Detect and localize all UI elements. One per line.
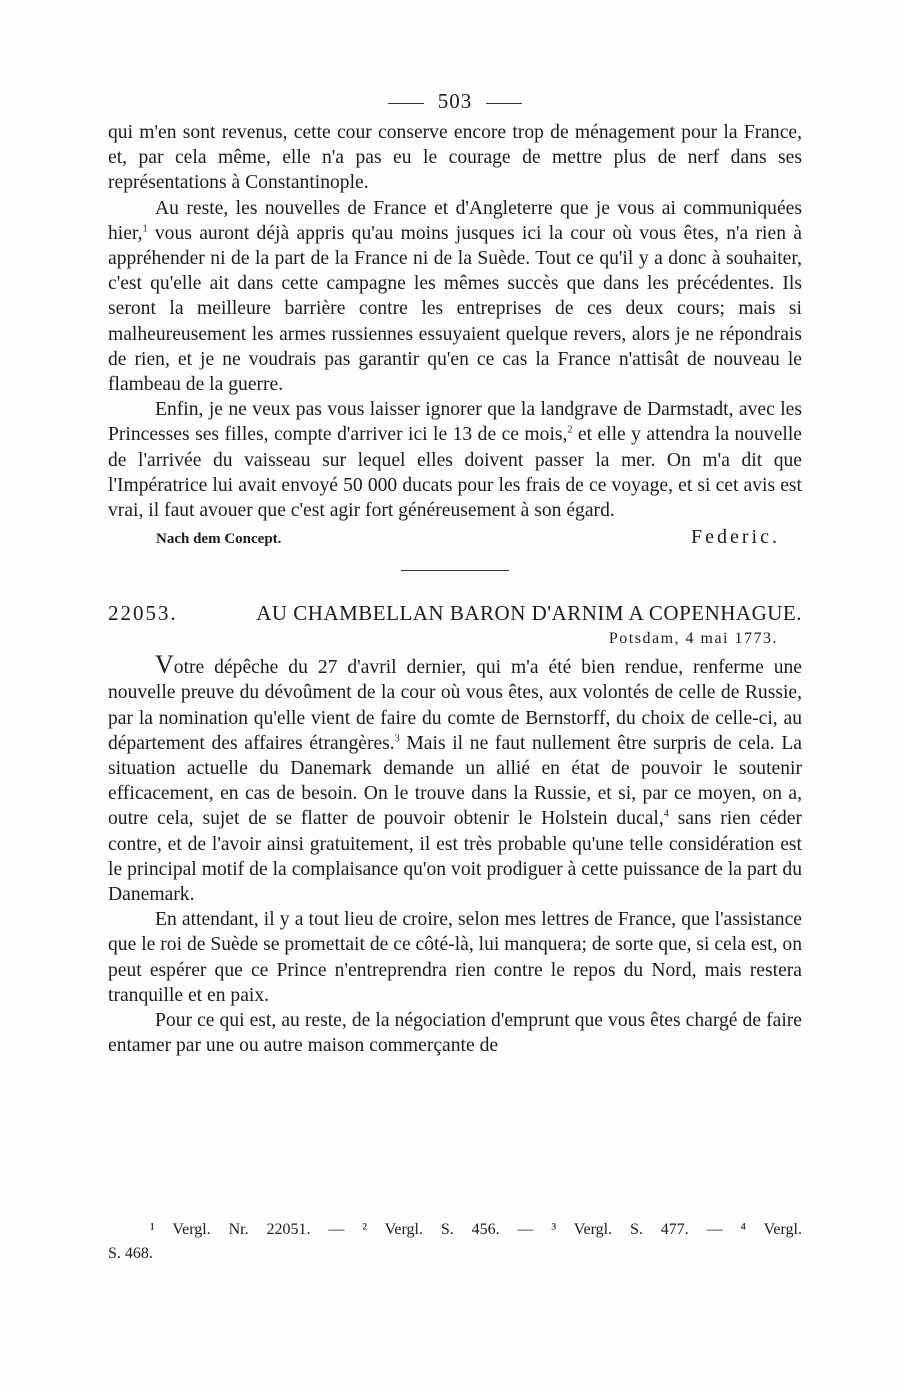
text-run: Enfin, je ne veux pas vous laisser ignorer que la landgrave de Darmstadt, avec les Princesses ses filles, compte d'arriver ici le 13 de ce mois, — [108, 399, 802, 446]
footnote-ref: 4 — [663, 808, 669, 820]
letter-heading — [108, 601, 802, 626]
dateline: Potsdam, 4 mai 1773. — [608, 630, 778, 648]
text-run: et elle y attendra la nouvelle de l'arrivée du vaisseau sur lequel elles doivent passer la mer. On m'a dit que l'Impératrice lui avait envoyé 50 000 ducats pour les frais de ce voyage, et si cet avis est vrai, il faut avouer que c'est agir fort généreusement à son égard. — [108, 424, 802, 522]
header-dash-right — [486, 103, 522, 104]
text-run: Au reste, les nouvelles de France et d'Angleterre que je vous ai communiquées hier, — [108, 197, 802, 244]
paragraph-continuation: qui m'en sont revenus, cette cour conserve encore trop de ménagement pour la France, et, par cela même, elle n'a pas eu le courage de mettre plus de nerf dans ses représentations à Constantinople. — [108, 122, 802, 194]
page-body — [108, 82, 802, 1059]
footnote-ref: 2 — [567, 424, 573, 436]
text-run: vous auront déjà appris qu'au moins jusques ici la cour où vous êtes, n'a rien à appréhender ni de la part de la France ni de la Suède. Tout ce qu'il y a donc à souhaiter, c'est qu'elle ait dans cette campagne les mêmes succès que dans les précédentes. Ils seront la meilleure barrière contre les entreprises de ces deux cours; mais si malheureusement les armes russiennes essuyaient quelque revers, alors je ne répondrais de rien, et je ne voudrais pas garantir qu'en ce cas la France n'attisât de nouveau le flambeau de la guerre. — [108, 222, 802, 396]
signature: Federic. — [691, 526, 780, 549]
signature-line — [108, 526, 802, 552]
header-dash-left — [388, 103, 424, 104]
footnote-line: ¹ Vergl. Nr. 22051. — ² Vergl. S. 456. — ³ Vergl. S. 477. — ⁴ Vergl. — [150, 1221, 802, 1238]
paragraph-en-attendant: En attendant, il y a tout lieu de croire, selon mes lettres de France, que l'assistance que le roi de Suède se promettait de ce côté-là, lui manquera; de sorte que, si cela est, on peut espérer que ce Prince n'entreprendra rien contre le repos du Nord, mais restera tranquille et en paix. — [108, 909, 802, 1006]
text-run: Mais il ne faut nullement être surpris de cela. La situation actuelle du Danemark demande un allié en état de pouvoir le soutenir efficacement, en cas de besoin. On le trouve dans la Russie, et si, par ce moyen, on a, outre cela, sujet de se flatter de pouvoir obtenir le Holstein ducal, — [108, 732, 803, 830]
footnote-ref: 3 — [394, 733, 400, 745]
footnotes — [108, 1218, 802, 1266]
letter-number: 22053. — [108, 601, 178, 626]
footnote-ref: 1 — [142, 223, 148, 235]
paragraph-au-reste — [108, 196, 802, 398]
text-run: sans rien céder contre, et de l'avoir ainsi gratuitement, il est très probable qu'une telle considération est le principal motif de la complaisance qu'on voit prodiguer à cette puissance de la part du Danemark. — [108, 808, 802, 906]
footnote-line: S. 468. — [108, 1245, 153, 1262]
paragraph-enfin — [108, 397, 802, 523]
page-header — [108, 82, 802, 120]
paragraph-pour-ce-qui: Pour ce qui est, au reste, de la négociation d'emprunt que vous êtes chargé de faire entamer par une ou autre maison commerçante de — [108, 1010, 802, 1057]
paragraph-votre-depeche — [108, 652, 802, 907]
initial-letter: V — [155, 650, 174, 680]
section-divider — [401, 570, 509, 571]
letter-title: AU CHAMBELLAN BARON D'ARNIM A COPENHAGUE. — [256, 601, 802, 626]
page-number: 503 — [437, 89, 473, 113]
text-run: otre dépêche du 27 d'avril dernier, qui m'a été bien rendue, renferme une nouvelle preuve du dévoûment de la cour où vous êtes, aux volontés de celle de Russie, par la nomination qu'elle vient de faire du comte de Bernstorff, du choix de celle-ci, au département des affaires étrangères. — [108, 657, 802, 754]
source-note: Nach dem Concept. — [156, 531, 282, 548]
